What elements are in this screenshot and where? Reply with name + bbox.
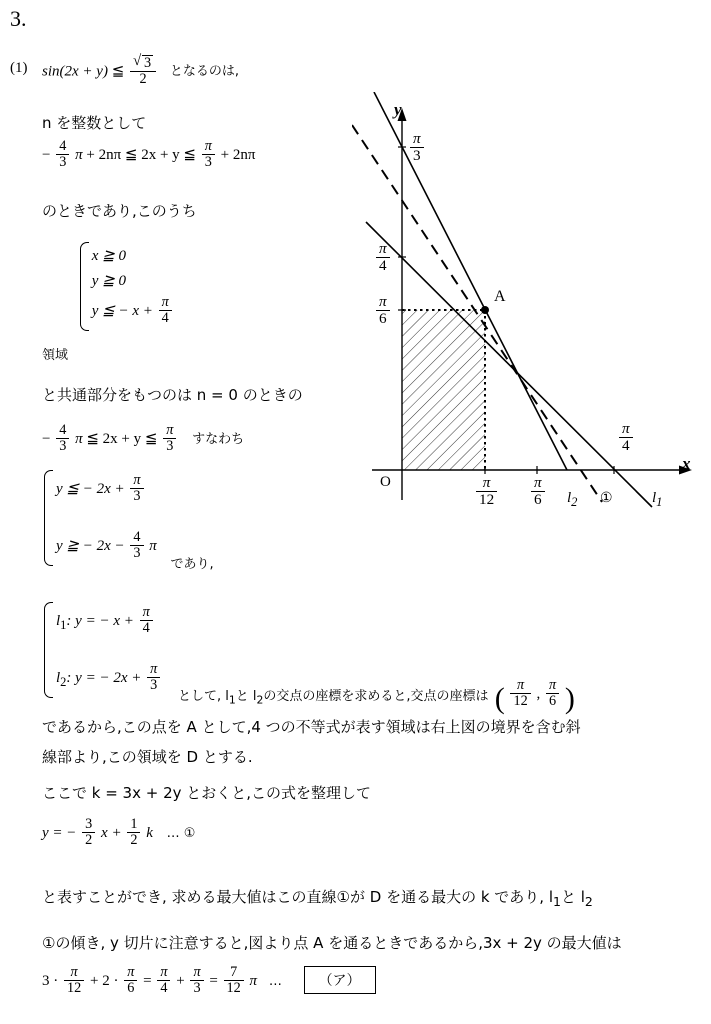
line-l1-l2-definitions (42, 600, 575, 715)
frac-num: π (622, 420, 630, 437)
frac-num: 4 (59, 422, 67, 438)
ineq-y-upper (56, 474, 157, 505)
line-no-toki-deari: のときであり,このうち (42, 202, 197, 220)
cond-line-text: y ≦ − x + (91, 302, 153, 319)
frac-num: π (166, 422, 174, 438)
le-symbol: ≦ (111, 63, 125, 80)
y-tick-label-pi-6 (374, 295, 392, 328)
frac-num: π (204, 138, 212, 154)
text-part-1: として, l (178, 688, 229, 704)
cond-y: y ≧ 0 (91, 273, 126, 289)
frac-den: 3 (147, 677, 160, 693)
frac-pi-3 (163, 423, 176, 454)
answer-box: （ア） (304, 966, 376, 994)
frac-den: 12 (510, 693, 530, 709)
para-k-definition: ここで k = 3x + 2y とおくと,この式を整理して (42, 784, 372, 802)
sin-function: sin (42, 63, 60, 80)
para-region-d-2: 線部より,この領域を D とする. (42, 748, 253, 766)
frac-4-3 (56, 139, 69, 170)
line-sin-inequality (42, 56, 239, 88)
ineq-y-lower (56, 528, 157, 562)
frac-den: 4 (159, 310, 172, 326)
cond-x: x ≧ 0 (91, 248, 126, 264)
frac-den: 3 (56, 438, 69, 454)
ans-term-2: + 2 · (90, 973, 119, 989)
frac-den: 3 (130, 488, 143, 504)
l2-definition (56, 660, 162, 694)
frac-pi-6 (546, 678, 559, 709)
line-region-cases (42, 240, 174, 363)
frac-num: π (127, 964, 135, 981)
answer-dots: … (268, 974, 282, 989)
para4-part-1: と表すことができ, 求める最大値はこの直線①が D を通る最大の k であり, l (42, 888, 553, 906)
frac-den: 12 (476, 491, 497, 508)
frac-4-3 (56, 423, 69, 454)
coordinate-graph (352, 92, 702, 522)
item-label: (1) (10, 60, 28, 76)
intersection-coordinates (494, 676, 575, 715)
l1-name: l (56, 612, 61, 629)
range-middle: ≦ 2x + y ≦ (86, 430, 158, 447)
ineq-y-lower-text: y ≧ − 2x − (56, 537, 125, 554)
y-tick-label-pi-3 (408, 132, 426, 165)
frac-den: 3 (202, 154, 215, 170)
l2-subscript: 2 (60, 674, 67, 689)
range-tail: + 2nπ (220, 146, 256, 163)
equation-tag-1: … ① (166, 825, 196, 841)
text-sunawachi: すなわち (192, 431, 245, 447)
frac-num: π (161, 294, 169, 310)
point-a-marker (481, 306, 489, 314)
region-label: 領域 (42, 347, 69, 363)
sqrt3-over-2 (130, 55, 156, 87)
minus-sign: − (42, 146, 51, 163)
l2-equation: : y = − 2x + (66, 669, 142, 686)
equals-1: = (143, 973, 152, 989)
frac-pi-6 (124, 965, 137, 996)
text-as-l1l2 (178, 688, 493, 707)
frac-pi-12 (64, 965, 84, 996)
line-n-integer: n を整数として (42, 114, 147, 132)
frac-num: π (534, 474, 542, 491)
line-two-inequalities (42, 468, 214, 572)
frac-num: π (413, 130, 421, 147)
para-region-d-1: であるから,この点を A として,4 つの不等式が表す領域は右上図の境界を含む斜 (42, 718, 581, 736)
k-line-lhs: y = − (42, 824, 77, 841)
text-part-2: と l (235, 688, 257, 704)
sub-2: 2 (584, 894, 593, 909)
frac-den: 6 (376, 310, 390, 327)
frac-pi-4 (157, 965, 170, 996)
text-to-naru-nowa: となるのは, (169, 64, 240, 80)
frac-pi-3 (147, 662, 160, 693)
sin-argument: (2x + y) (59, 63, 108, 80)
para-max-value-1 (42, 886, 593, 909)
frac-num: π (160, 964, 168, 981)
frac-num: π (379, 293, 387, 310)
frac-4-3 (130, 530, 143, 561)
frac-num: π (150, 660, 158, 677)
frac-den: 12 (224, 980, 244, 996)
text-part-3: の交点の座標を求めると,交点の座標は (263, 688, 489, 704)
frac-den: 3 (163, 438, 176, 454)
line-common-part: と共通部分をもつのは n = 0 のときの (42, 386, 303, 404)
l1-subscript: 1 (656, 495, 663, 509)
frac-num: π (482, 474, 491, 491)
frac-num: 7 (230, 964, 238, 981)
l1-definition (56, 606, 162, 637)
range-middle: + 2nπ ≦ 2x + y ≦ (86, 146, 196, 163)
minus-sign: − (42, 430, 51, 447)
paren-right: ) (564, 681, 575, 715)
l1-subscript: 1 (60, 617, 67, 632)
question-number: 3. (10, 6, 27, 31)
l2-name: l (56, 669, 61, 686)
sqrt-den: 2 (130, 71, 156, 87)
sub-1: 1 (228, 693, 236, 707)
line-final-answer (42, 966, 376, 997)
y-axis-label: y (394, 100, 402, 119)
ineq-y-upper-text: y ≦ − 2x + (56, 480, 125, 497)
frac-num: 1 (130, 816, 138, 832)
point-a-label: A (494, 288, 506, 305)
frac-den: 3 (190, 980, 203, 996)
frac-den: 4 (376, 257, 390, 274)
equals-2: = (209, 973, 218, 989)
frac-num: π (379, 240, 387, 257)
frac-den: 6 (531, 491, 545, 508)
frac-den: 6 (546, 693, 559, 709)
line-range-n0 (42, 424, 244, 455)
para-max-value-2: ①の傾き, y 切片に注意すると,図より点 A を通るときであるから,3x + 2y の最大値は (42, 934, 622, 952)
k-symbol: k (146, 824, 153, 841)
pi-symbol: π (249, 973, 258, 989)
frac-pi-12 (510, 678, 530, 709)
text-deari: であり, (170, 556, 214, 572)
y-tick-label-pi-4 (374, 242, 392, 275)
line-label-l2 (567, 490, 577, 510)
frac-den: 2 (82, 832, 95, 848)
frac-num: π (517, 676, 525, 693)
sub-1: 1 (553, 894, 561, 909)
x-tick-label-pi-6 (529, 476, 547, 509)
cond-line (92, 296, 174, 327)
x-tick-label-pi-12 (474, 476, 499, 509)
frac-den: 4 (619, 437, 633, 454)
line-k-equation (42, 818, 195, 849)
frac-num: 4 (59, 138, 67, 154)
line-label-l1 (652, 490, 662, 510)
frac-pi-4 (159, 295, 172, 326)
frac-num: 4 (133, 528, 141, 545)
frac-1-2 (127, 817, 140, 848)
l1-equation: : y = − x + (66, 612, 134, 629)
frac-den: 4 (157, 980, 170, 996)
frac-num: 3 (85, 816, 93, 832)
k-line-mid: x + (101, 824, 122, 841)
pi-symbol: π (149, 537, 157, 554)
line-def-case-group (42, 600, 162, 700)
x-axis-label: x (682, 454, 691, 473)
frac-den: 3 (130, 545, 143, 561)
comma: , (536, 685, 541, 702)
pi-symbol: π (75, 146, 83, 163)
para4-part-2: と l (560, 888, 585, 906)
l2-subscript: 2 (571, 495, 578, 509)
frac-num: π (133, 472, 141, 488)
pi-symbol: π (75, 430, 83, 447)
frac-den: 6 (124, 980, 137, 996)
line-range-2xplusy (42, 140, 255, 171)
frac-den: 3 (56, 154, 69, 170)
region-case-group (78, 240, 174, 333)
frac-den: 4 (140, 620, 153, 636)
frac-num: π (193, 964, 201, 981)
origin-label: O (380, 474, 391, 490)
frac-num: π (548, 676, 557, 693)
frac-7-12 (224, 965, 244, 996)
ans-term-1: 3 · (42, 973, 59, 989)
hatched-region (402, 310, 485, 470)
paren-left: ( (494, 681, 505, 715)
frac-den: 3 (410, 147, 424, 164)
l1-letter: l (652, 490, 657, 506)
frac-pi-3 (130, 473, 143, 504)
frac-3-2 (82, 817, 95, 848)
frac-pi-3 (202, 139, 215, 170)
line-label-objective: ① (600, 491, 613, 506)
plus-sign: + (176, 973, 185, 989)
x-tick-label-pi-4 (617, 422, 635, 455)
frac-pi-4 (140, 605, 153, 636)
l2-letter: l (567, 490, 572, 506)
sub-2: 2 (256, 693, 264, 707)
frac-num: π (70, 964, 78, 981)
ineq-case-group (42, 468, 157, 568)
frac-num: π (142, 604, 150, 620)
frac-den: 2 (127, 832, 140, 848)
sqrt-radicand: 3 (144, 55, 152, 71)
frac-den: 12 (64, 980, 84, 996)
frac-pi-3 (190, 965, 203, 996)
